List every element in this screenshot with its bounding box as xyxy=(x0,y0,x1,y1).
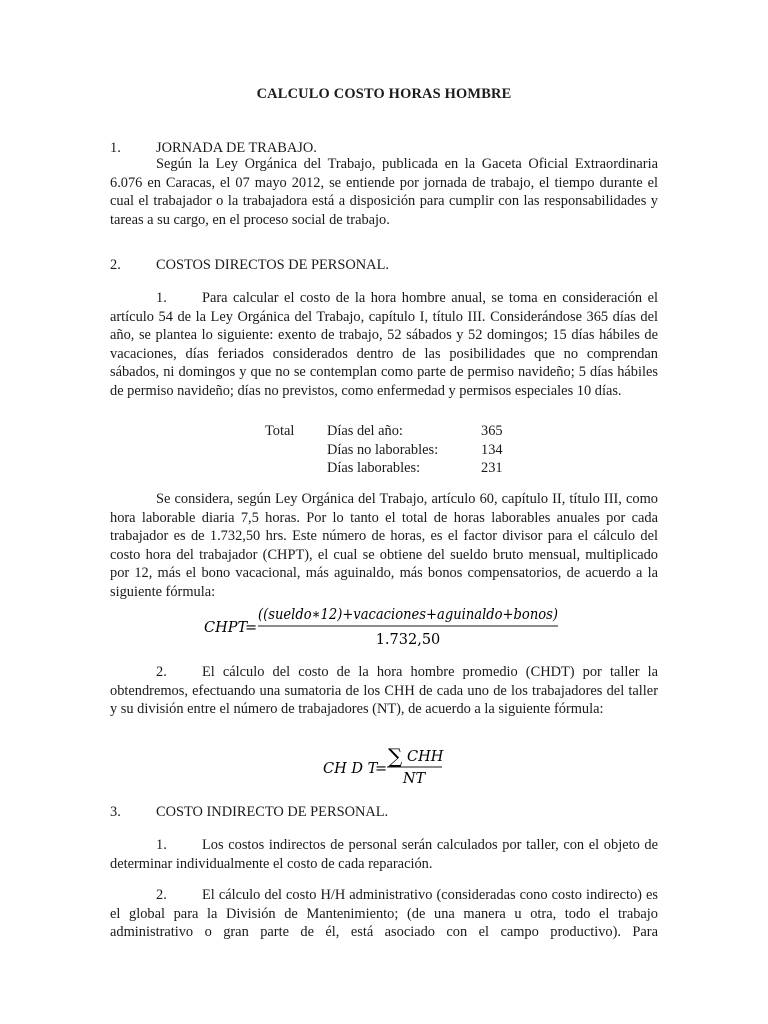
section-2-paragraph-2 xyxy=(110,490,658,602)
totals-row-value: 231 xyxy=(481,460,503,477)
section-3-item-2-number: 2. xyxy=(156,887,167,903)
formula-1-lhs: CHPT xyxy=(204,620,248,636)
chdt-formula xyxy=(318,742,458,788)
section-2-item-2-number: 2. xyxy=(156,664,167,680)
formula-1-denominator: 1.732,50 xyxy=(375,632,441,648)
section-2-item-1-number: 1. xyxy=(156,290,167,306)
document-title: CALCULO COSTO HORAS HOMBRE xyxy=(256,86,512,102)
formula-2-equals: = xyxy=(375,761,388,777)
section-1-heading: JORNADA DE TRABAJO. xyxy=(156,140,317,156)
section-2-item-1 xyxy=(110,289,658,401)
section-1-text: Según la Ley Orgánica del Trabajo, publicada en la Gaceta Oficial Extraordinaria 6.076 en Caracas, el 07 mayo 2012, se entiende por jornada de trabajo, el tiempo durante el cual el trabajador o la trabajadora está a disposición para cumplir con las responsabilidades y tareas a su cargo, en el proceso social de trabajo. xyxy=(110,156,658,228)
section-1-number: 1. xyxy=(110,140,121,156)
section-2-paragraph-2-text: Se considera, según Ley Orgánica del Trabajo, artículo 60, capítulo II, título III, como hora laborable diaria 7,5 horas. Por lo tanto el total de horas laborables anuales por cada trabajador es de 1.732,50 hrs. Este número de horas, es el factor divisor para el cálculo del costo hora del trabajador (CHPT), el cual se obtiene del sueldo bruto mensual, multiplicado por 12, más el bono vacacional, más aguinaldo, más bonos compensatorios, de acuerdo a la siguiente fórmula: xyxy=(110,491,658,600)
formula-1-numerator: ((sueldo∗12)+vacaciones+aguinaldo+bonos) xyxy=(258,607,558,623)
section-3-heading: COSTO INDIRECTO DE PERSONAL. xyxy=(156,804,389,820)
section-3-item-1-number: 1. xyxy=(156,837,167,853)
section-3-item-2-text: El cálculo del costo H/H administrativo (consideradas cono costo indirecto) es el global para la División de Mantenimiento; (de una manera u otra, todo el trabajo administrativo o gran parte de él, está asociado con el campo productivo). Para xyxy=(110,887,658,941)
table-row xyxy=(265,459,521,478)
section-3-item-2 xyxy=(110,886,658,942)
chpt-formula xyxy=(200,600,570,652)
section-3-number: 3. xyxy=(110,804,121,820)
totals-row-name: Días del año: xyxy=(327,423,403,439)
section-2-number: 2. xyxy=(110,257,121,273)
section-2-heading: COSTOS DIRECTOS DE PERSONAL. xyxy=(156,257,389,273)
section-2-item-1-text: Para calcular el costo de la hora hombre anual, se toma en consideración el artículo 54 de la Ley Orgánica del Trabajo, capítulo I, título III. Considerándose 365 días del año, se plantea lo siguiente: exento de trabajo, 52 sábados y 52 domingos; 15 días hábiles de vacaciones, días feriados considerados dentro de las posibilidades que no comprendan sábados, ni domingos y que no se contemplan como parte de permiso navideño; 5 días hábiles de permiso navideño; días no previstos, como enfermedad y permisos especiales 10 días. xyxy=(110,290,658,399)
formula-2-sigma: ∑ xyxy=(388,744,403,768)
formula-2-denominator: NT xyxy=(402,771,426,787)
table-row xyxy=(265,441,521,460)
section-2-item-2-text: El cálculo del costo de la hora hombre promedio (CHDT) por taller la obtendremos, efectuando una sumatoria de los CHH de cada uno de los trabajadores del taller y su división entre el número de trabajadores (NT), de acuerdo a la siguiente fórmula: xyxy=(110,664,658,718)
totals-row-name: Días no laborables: xyxy=(327,441,439,458)
totals-row-value: 365 xyxy=(481,423,503,439)
totals-row-name: Días laborables: xyxy=(327,460,421,477)
days-totals-table xyxy=(265,422,521,478)
formula-2-lhs: CH D T xyxy=(323,761,378,777)
section-3-item-1 xyxy=(110,836,658,873)
formula-2-numerator: CHH xyxy=(407,749,444,765)
section-2-item-2 xyxy=(110,663,658,719)
section-1-paragraph xyxy=(110,155,658,229)
table-row xyxy=(265,422,521,441)
formula-1-equals: = xyxy=(245,620,258,636)
totals-row-value: 134 xyxy=(481,441,503,458)
section-3-item-1-text: Los costos indirectos de personal serán calculados por taller, con el objeto de determinar individualmente el costo de cada reparación. xyxy=(110,837,658,872)
totals-label: Total xyxy=(265,423,295,439)
